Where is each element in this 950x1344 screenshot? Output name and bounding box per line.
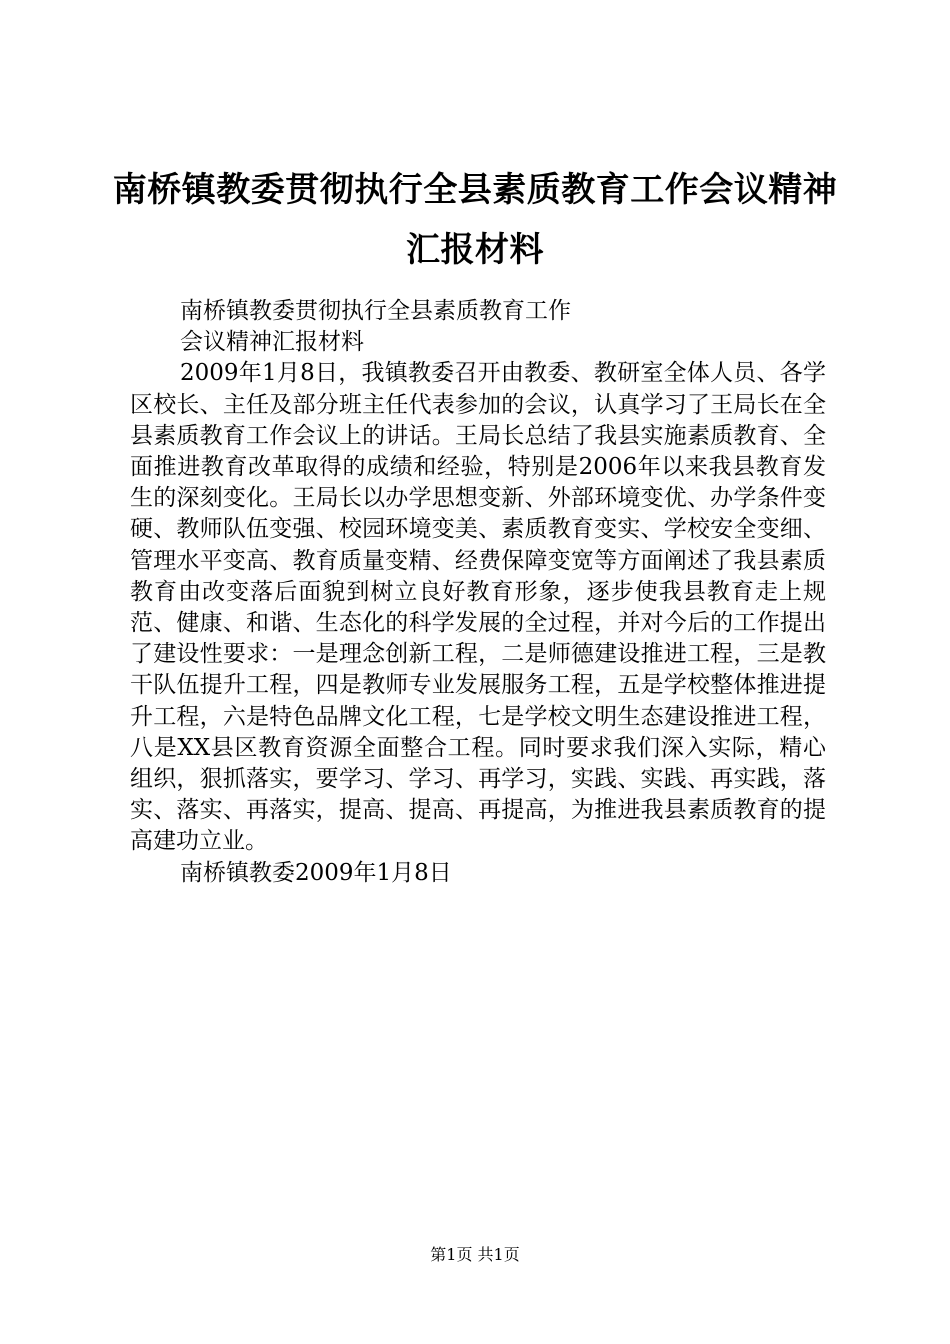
page-footer: 第1页 共1页: [430, 1245, 520, 1264]
signature: 南桥镇教委2009年1月8日: [180, 859, 452, 886]
document-body: [130, 296, 826, 889]
body-paragraph: 2009年1月8日，我镇教委召开由教委、教研室全体人员、各学区校长、主任及部分班主任代表参加的会议，认真学习了王局长在全县素质教育工作会议上的讲话。王局长总结了我县实施素质教育、全面推进教育改革取得的成绩和经验，特别是2006年以来我县教育发生的深刻变化。王局长以办学思想变新、外部环境变优、办学条件变硬、教师队伍变强、校园环境变美、素质教育变实、学校安全变细、管理水平变高、教育质量变精、经费保障变宽等方面阐述了我县素质教育由改变落后面貌到树立良好教育形象，逐步使我县教育走上规范、健康、和谐、生态化的科学发展的全过程，并对今后的工作提出了建设性要求：一是理念创新工程，二是师德建设推进工程，三是教干队伍提升工程，四是教师专业发展服务工程，五是学校整体推进提升工程，六是特色品牌文化工程，七是学校文明生态建设推进工程，八是XX县区教育资源全面整合工程。同时要求我们深入实际，精心组织，狠抓落实，要学习、学习、再学习，实践、实践、再实践，落实、落实、再落实，提高、提高、再提高，为推进我县素质教育的提高建功立业。: [130, 360, 826, 855]
document-title: 南桥镇教委贯彻执行全县素质教育工作会议精神汇报材料: [112, 170, 838, 270]
subtitle-line-1: 南桥镇教委贯彻执行全县素质教育工作: [180, 298, 571, 324]
subtitle-line-2: 会议精神汇报材料: [180, 329, 364, 356]
